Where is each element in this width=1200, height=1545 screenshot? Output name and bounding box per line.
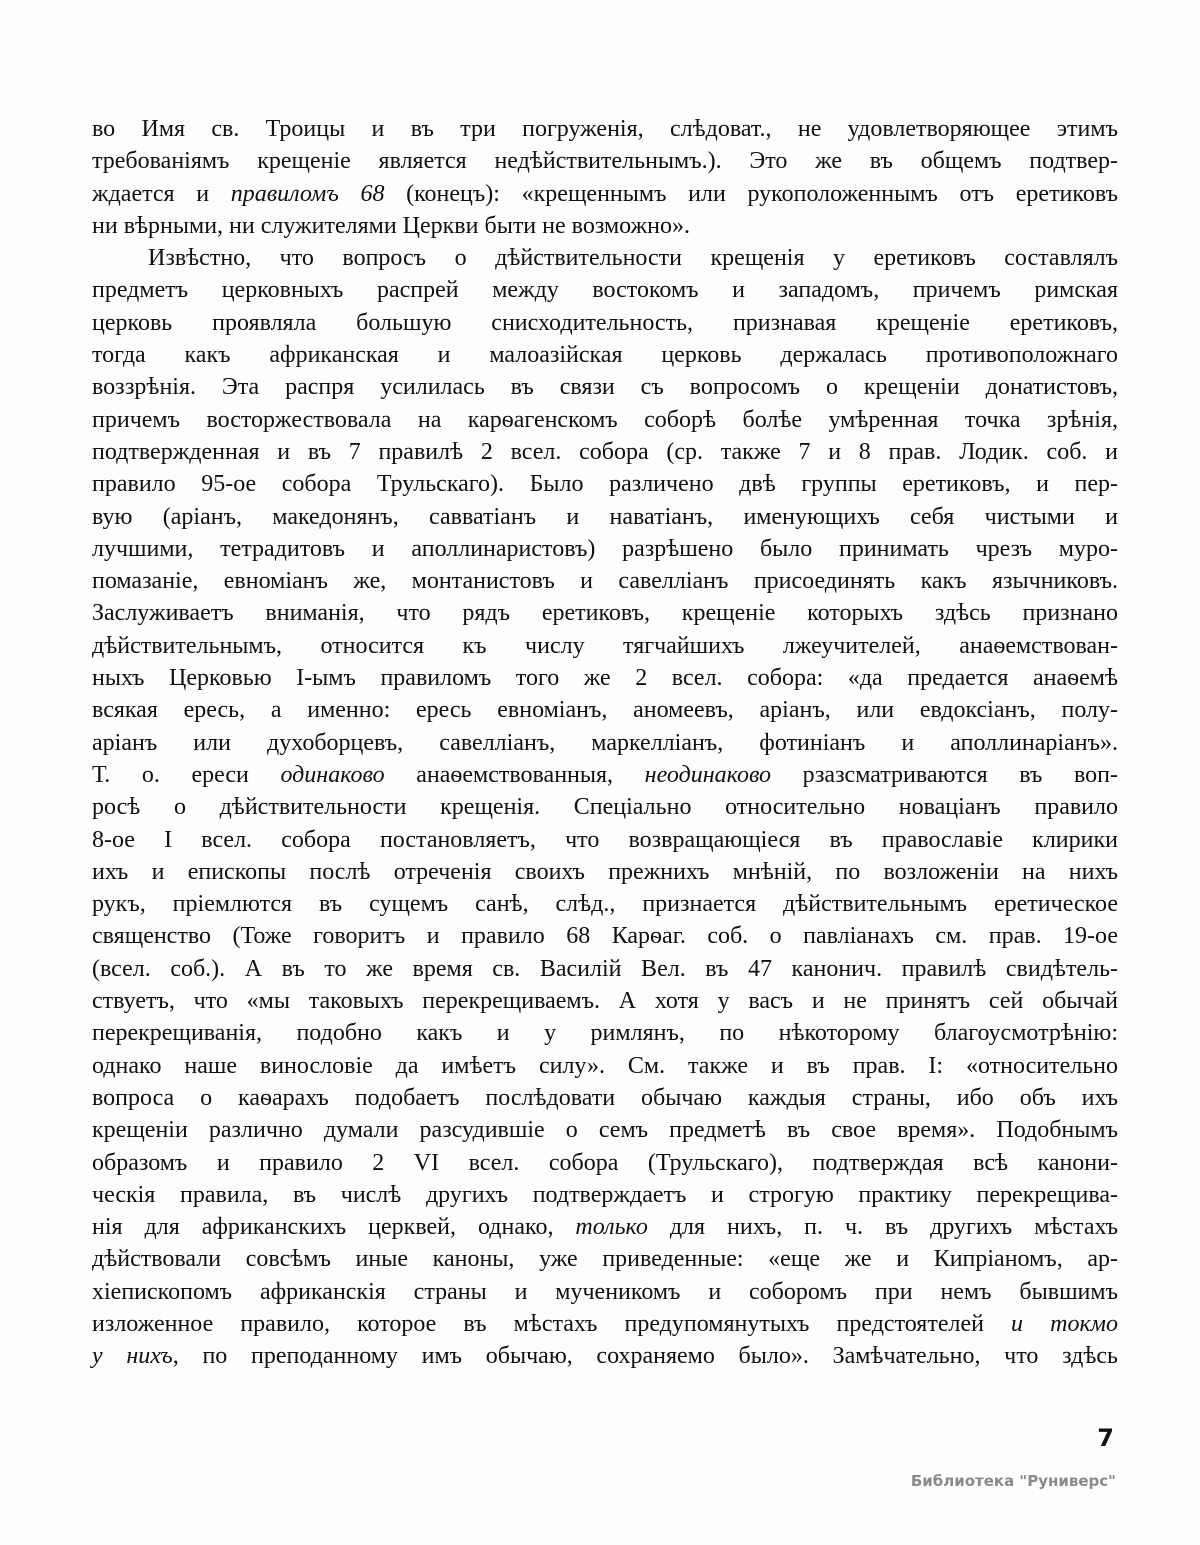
library-watermark: Библиотека "Руниверс" (910, 1472, 1116, 1490)
text-line: ихъ и епископы послѣ отреченія своихъ прежнихъ мнѣній, по возложеніи на нихъ (92, 858, 1118, 885)
text-line: ствуетъ, что «мы таковыхъ перекрещиваемъ. А хотя у васъ и не принятъ сей обычай (92, 988, 1118, 1015)
text-line: тогда какъ африканская и малоазійская церковь держалась противоположнаго (92, 342, 1118, 369)
text-line: лучшими, тетрадитовъ и аполлинаристовъ) разрѣшено было принимать чрезъ муро- (92, 535, 1118, 562)
text-line: правило 95-ое собора Трульскаго). Было различено двѣ группы еретиковъ, и пер- (92, 471, 1118, 498)
text-line: ни вѣрными, ни служителями Церкви быти не возможно». (92, 212, 690, 239)
italic-text: только (575, 1214, 648, 1241)
text-line (92, 178, 1118, 210)
italic-text: и токмо (1011, 1310, 1118, 1337)
text-segment: анаѳемствованныя, (384, 761, 645, 788)
italic-text: у нихъ (92, 1343, 173, 1370)
text-segment: рзазсматриваются въ воп- (771, 761, 1118, 788)
text-line: дѣйствительнымъ, относится къ числу тягчайшихъ лжеучителей, анаѳемствован- (92, 632, 1118, 659)
text-segment: Т. о. ереси (92, 761, 281, 788)
text-line: (всел. соб.). А въ то же время св. Василій Вел. въ 47 канонич. правилѣ свидѣтель- (92, 955, 1118, 982)
text-line: образомъ и правило 2 VI всел. собора (Трульскаго), подтверждая всѣ канони- (92, 1149, 1118, 1176)
text-line: однако наше винословіе да имѣетъ силу». См. также и въ прав. I: «относительно (92, 1052, 1118, 1079)
text-line: всякая ересь, а именно: ересь евноміанъ, аномеевъ, аріанъ, или евдоксіанъ, полу- (92, 697, 1118, 724)
text-line (92, 1211, 1118, 1243)
text-line: дѣйствовали совсѣмъ иные каноны, уже приведенные: «еще же и Кипріаномъ, ар- (92, 1246, 1118, 1273)
text-line: Заслуживаетъ вниманія, что рядъ еретиковъ, крещеніе которыхъ здѣсь признано (92, 600, 1118, 627)
text-segment: изложенное правило, которое въ мѣстахъ предупомянутыхъ предстоятелей (92, 1310, 1012, 1337)
text-segment: ждается и (92, 180, 231, 207)
italic-text: правиломъ 68 (230, 180, 385, 207)
text-line (92, 759, 1118, 791)
page-number: 7 (1097, 1424, 1114, 1452)
text-line: 8-ое I всел. собора постановляетъ, что возвращающіеся въ православіе клирики (92, 826, 1118, 853)
text-line: ческія правила, въ числѣ другихъ подтверждаетъ и строгую практику перекрещива- (92, 1181, 1118, 1208)
text-line: аріанъ или духоборцевъ, савелліанъ, маркелліанъ, фотиніанъ и аполлинаріанъ». (92, 729, 1118, 756)
text-line: воззрѣнія. Эта распря усилилась въ связи съ вопросомъ о крещеніи донатистовъ, (92, 374, 1118, 401)
text-segment: нія для африканскихъ церквей, однако, (92, 1214, 576, 1241)
text-line: церковь проявляла большую снисходительность, признавая крещеніе еретиковъ, (92, 309, 1118, 336)
text-line: причемъ восторжествовала на карѳагенскомъ соборѣ болѣе умѣренная точка зрѣнія, (92, 406, 1118, 433)
italic-text: одинаково (280, 761, 385, 788)
text-line: предметъ церковныхъ распрей между востокомъ и западомъ, причемъ римская (92, 277, 1118, 304)
text-segment: для нихъ, п. ч. въ другихъ мѣстахъ (647, 1214, 1118, 1241)
text-line: Извѣстно, что вопросъ о дѣйствительности крещенія у еретиковъ составлялъ (148, 245, 1118, 272)
italic-text: неодинаково (644, 761, 772, 788)
text-line: священство (Тоже говоритъ и правило 68 Карѳаг. соб. о павліанахъ см. прав. 19-ое (92, 923, 1118, 950)
text-line: требованіямъ крещеніе является недѣйствительнымъ.). Это же въ общемъ подтвер- (92, 148, 1118, 175)
text-line: перекрещиванія, подобно какъ и у римлянъ, по нѣкоторому благоусмотрѣнію: (92, 1020, 1118, 1047)
text-line: крещеніи различно думали разсудившіе о семъ предметѣ въ свое время». Подобнымъ (92, 1117, 1118, 1144)
text-line: хіепископомъ африканскія страны и мученикомъ и соборомъ при немъ бывшимъ (92, 1278, 1118, 1305)
text-line (92, 1340, 1118, 1372)
text-line: вопроса о каѳарахъ подобаетъ послѣдовати обычаю каждыя страны, ибо объ ихъ (92, 1084, 1118, 1111)
text-segment: , по преподанному имъ обычаю, сохраняемо было». Замѣчательно, что здѣсь (172, 1343, 1118, 1370)
text-line: росѣ о дѣйствительности крещенія. Спеціально относительно новаціанъ правило (92, 794, 1118, 821)
text-line (92, 1308, 1118, 1340)
text-line: рукъ, пріемлются въ сущемъ санѣ, слѣд., признается дѣйствительнымъ еретическое (92, 891, 1118, 918)
text-line: подтвержденная и въ 7 правилѣ 2 всел. собора (ср. также 7 и 8 прав. Лодик. соб. и (92, 438, 1118, 465)
text-line: во Имя св. Троицы и въ три погруженія, слѣдоват., не удовлетворяющее этимъ (92, 116, 1118, 142)
body-text (92, 113, 1118, 1373)
text-line: ныхъ Церковью I-ымъ правиломъ того же 2 всел. собора: «да предается анаѳемѣ (92, 665, 1118, 692)
text-segment: (конецъ): «крещеннымъ или рукоположеннымъ отъ еретиковъ (384, 180, 1118, 207)
text-line: помазаніе, евноміанъ же, монтанистовъ и савелліанъ присоединять какъ язычниковъ. (92, 568, 1118, 595)
text-line: вую (аріанъ, македонянъ, савватіанъ и наватіанъ, именующихъ себя чистыми и (92, 503, 1118, 530)
